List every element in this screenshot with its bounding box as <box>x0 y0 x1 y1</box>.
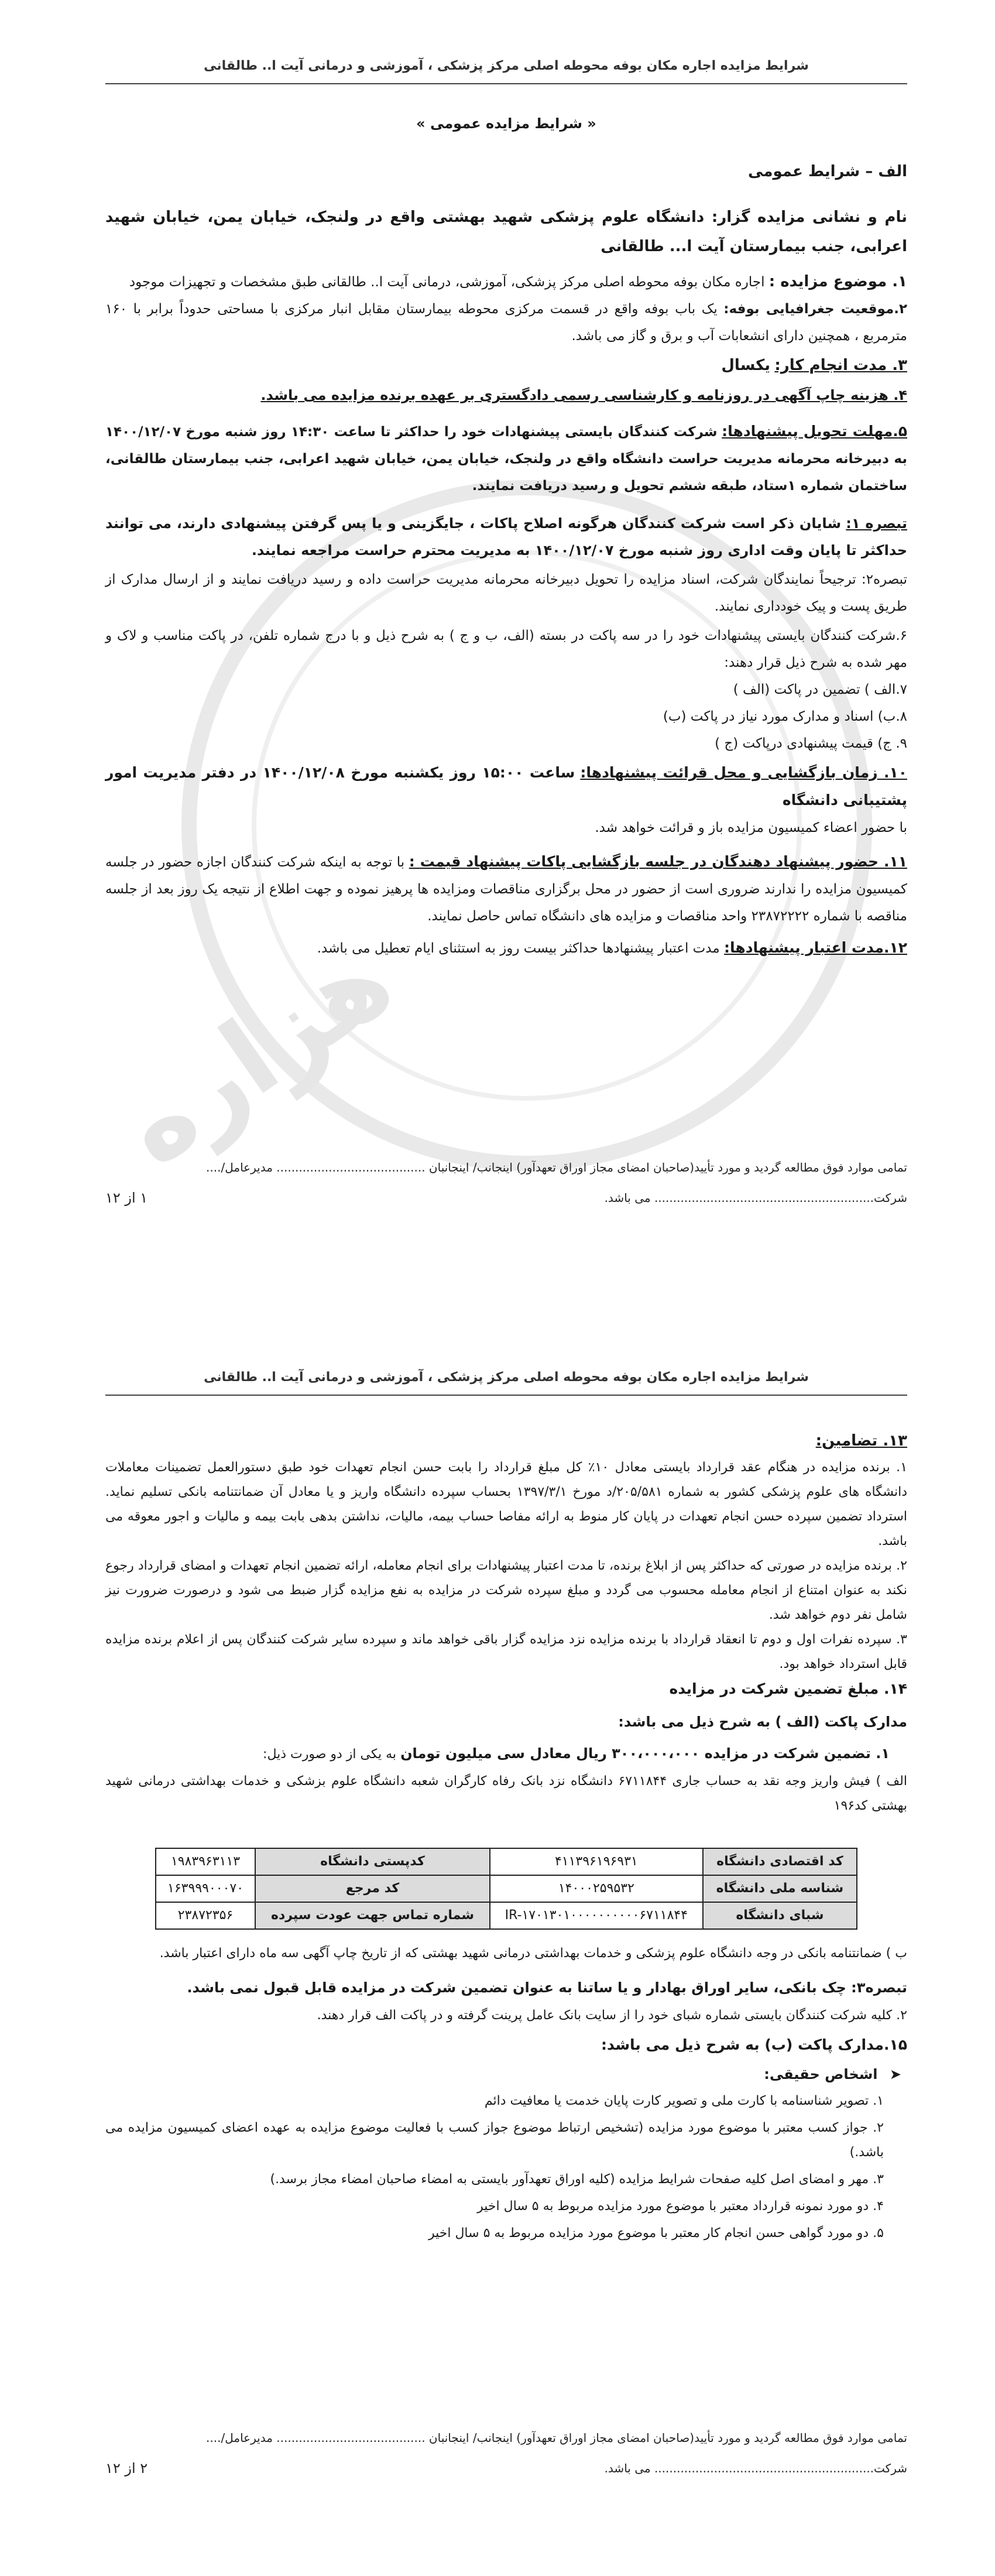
guarantee-item <box>105 1741 907 1767</box>
header-divider <box>105 83 907 84</box>
account-info-table <box>155 1848 857 1930</box>
bank-guarantee-option: ب ) ضمانتنامه بانکی در وجه دانشگاه علوم پزشکی و خدمات بهداشتی درمانی شهید بهشتی که از تاریخ چاپ آگهی سه ماه دارای اعتبار باشد. <box>159 1946 907 1961</box>
page1-body <box>105 110 907 962</box>
page2-body <box>105 1429 907 2246</box>
item-3 <box>105 352 907 379</box>
item-11-text: با توجه به اینکه شرکت کنندگان اجازه حضور در جلسه کمیسیون مزایده را ندارند ضروری است از حضور در محل برگزاری مناقصات ومزایده ها پرهیز نموده و جهت اطلاع از نتیجه یک روز بعد از جلسه مناقصه با شماره ۲۳۸۷۲۲۲۲ واحد مناقصات و مزایده های دانشگاه تماس حاصل نمایند. <box>105 855 907 924</box>
item-1-label: ۱. موضوع مزایده : <box>768 273 907 290</box>
item-5 <box>105 418 907 499</box>
account-info-row <box>156 1875 857 1902</box>
item-1-text: اجاره مکان بوفه محوطه اصلی مرکز پزشکی، آموزشی، درمانی آیت ا.. طالقانی طبق مشخصات و تجهیزات موجود <box>129 275 765 290</box>
account-label: کدپستی دانشگاه <box>255 1848 490 1875</box>
section-13-item-2: ۲. برنده مزایده در صورتی که حداکثر پس از ابلاغ برنده، تا مدت اعتبار پیشنهادات برای انجام معامله، ارائه تضمین انجام تعهدات و امضای قرارداد رجوع نکند به عنوان امتناع از انجام معامله محسوب می گردد و مبلغ سپرده شرکت در مزایده به نفع مزایده گزار ضبط می شود و درصورت ضرورت نیز شامل نفر دوم خواهد شد. <box>105 1558 907 1622</box>
page2-footer <box>105 2427 907 2479</box>
doc-title: « شرایط مزایده عمومی » <box>416 115 596 132</box>
account-value: ۲۳۸۷۲۳۵۶ <box>156 1902 255 1929</box>
page1-footer <box>105 1156 907 1209</box>
item-2-text: یک باب بوفه واقع در قسمت مرکزی محوطه بیمارستان مقابل انبار مرکزی با مساحتی حدوداً برابر با ۱۶۰ مترمربع ، همچنین دارای انشعابات آب و برق و گاز می باشد. <box>105 302 907 344</box>
account-info-row <box>156 1848 857 1875</box>
footer-company-row <box>105 1187 907 1209</box>
guarantee-text: به یکی از دو صورت ذیل: <box>263 1747 397 1762</box>
account-info-row <box>156 1902 857 1929</box>
note-1-label: تبصره ۱: <box>846 515 907 532</box>
item-2 <box>105 296 907 350</box>
item-4: ۴. هزینه چاپ آگهی در روزنامه و کارشناسی رسمی دادگستری بر عهده برنده مزایده می باشد. <box>260 387 907 403</box>
footer-company-line: شرکت........................................................... می باشد. <box>604 1191 907 1205</box>
header-divider <box>105 1395 907 1396</box>
note-1-text: شایان ذکر است شرکت کنندگان هرگونه اصلاح پاکات ، جایگزینی و یا پس گرفتن پیشنهادی دارند، می توانند حداکثر تا پایان وقت اداری روز شنبه مورخ ۱۴۰۰/۱۲/۰۷ به مدیریت محترم حراست مراجعه نمایند. <box>105 515 907 559</box>
footer-company-line: شرکت........................................................... می باشد. <box>604 2461 907 2475</box>
item-1 <box>105 268 907 296</box>
list-item: ۳. مهر و امضای اصل کلیه صفحات شرایط مزایده (کلیه اوراق تعهدآور بایستی به امضاء صاحبان امضاء مجاز برسد.) <box>270 2172 884 2187</box>
account-label: کد مرجع <box>255 1875 490 1902</box>
item-10-continued: با حضور اعضاء کمیسیون مزایده باز و قرائت خواهد شد. <box>595 820 907 835</box>
section-a-heading: الف – شرایط عمومی <box>748 163 907 180</box>
note-2: تبصره۲: ترجیحاً نمایندگان شرکت، اسناد مزایده را تحویل دبیرخانه محرمانه مدیریت حراست داده و رسید دریافت نمایند و از ارسال مدارک از طریق پست و پیک خودداری نمایند. <box>105 572 907 614</box>
list-item: ۴. دو مورد نمونه قرارداد معتبر با موضوع مورد مزایده مربوط به ۵ سال اخیر <box>477 2199 884 2214</box>
section-14-heading: ۱۴. مبلغ تضمین شرکت در مزایده <box>669 1680 907 1697</box>
item-2-label: ۲.موقعیت جغرافیایی بوفه: <box>723 302 907 317</box>
item-5-label: ۵.مهلت تحویل پیشنهادها: <box>722 423 907 440</box>
item-3-text: یکسال <box>721 357 771 374</box>
item-11-label: ۱۱. حضور پیشنهاد دهندگان در جلسه بازگشایی پاکات پیشنهاد قیمت : <box>409 853 907 870</box>
document-page-2 <box>0 1288 995 2576</box>
item-9: ۹. ج) قیمت پیشنهادی درپاکت (ج ) <box>715 736 907 751</box>
item-10-text: ساعت ۱۵:۰۰ روز یکشنبه مورخ ۱۴۰۰/۱۲/۰۸ در دفتر مدیریت امور پشتیبانی دانشگاه <box>105 764 907 809</box>
natural-persons-label: اشخاص حقیقی: <box>764 2066 878 2082</box>
page-header-title: شرایط مزایده اجاره مکان بوفه محوطه اصلی مرکز پزشکی ، آموزشی و درمانی آیت ا.. طالقانی <box>204 1370 809 1385</box>
note-3: تبصره۳: چک بانکی، سایر اوراق بهادار و یا ساتنا به عنوان تضمین شرکت در مزایده قابل قبول نمی باشد. <box>187 1979 907 1996</box>
list-item: ۵. دو مورد گواهی حسن انجام کار معتبر با موضوع مورد مزایده مربوط به ۵ سال اخیر <box>428 2226 884 2241</box>
item-12 <box>105 934 907 962</box>
watermark-seal-text: هزاره <box>100 918 414 1190</box>
footer-company-row <box>105 2457 907 2479</box>
account-value: ۴۱۱۳۹۶۱۹۶۹۳۱ <box>490 1848 703 1875</box>
item-10 <box>105 759 907 814</box>
item-11 <box>105 848 907 930</box>
item-6: ۶.شرکت کنندگان بایستی پیشنهادات خود را در سه پاکت در بسته (الف، ب و ج ) به شرح ذیل و با درج شماره تلفن، در پاکت مناسب و لاک و مهر شده به شرح ذیل قرار دهند: <box>105 628 907 670</box>
section-13-heading: ۱۳. تضامین: <box>815 1432 907 1450</box>
item-3-label: ۳. مدت انجام کار: <box>774 357 907 374</box>
item-10-label: ۱۰. زمان بازگشایی و محل قرائت پیشنهادها: <box>580 764 907 781</box>
section-13-item-1: ۱. برنده مزایده در هنگام عقد قرارداد بایستی معادل ۱۰٪ کل مبلغ قرارداد را بابت حسن انجام تعهدات خود طبق دستورالعمل تضمینات معاملات دانشگاه های علوم پزشکی کشور به شماره ۲۰۵/۵۸۱/د مورخ ۱۳۹۷/۳/۱ بحساب سپرده دانشگاه واریز و یا معادل آن ضمانتنامه بانکی تسلیم نماید. استرداد تضمین سپرده حسن انجام تعهدات در پایان کار منوط به ارائه مفاصا حساب بیمه، مالیات، نداشتن بدهی بابت بیمه و مالیات و اجور معوقه می باشد. <box>105 1460 908 1549</box>
section-15-heading: ۱۵.مدارک پاکت (ب) به شرح ذیل می باشد: <box>601 2036 907 2053</box>
list-item: ۲. جواز کسب معتبر با موضوع مورد مزایده (تشخیص ارتباط موضوع جواز کسب با فعالیت موضوع مزایده به عهده اعضای کمیسیون مزایده می باشد.) <box>105 2121 884 2160</box>
footer-approval-line: تمامی موارد فوق مطالعه گردید و مورد تأیید(صاحبان امضای مجاز اوراق تعهدآور) اینجانب/ اینجانبان ........................................ مدیرعامل/.... <box>206 2431 907 2445</box>
item-7: ۷.الف ) تضمین در پاکت (الف ) <box>733 682 907 697</box>
account-label: شناسه ملی دانشگاه <box>703 1875 857 1902</box>
account-info-table-wrap <box>105 1848 907 1930</box>
page-number: ۲ از ۱۲ <box>105 2460 148 2476</box>
envelope-b-items <box>105 2089 907 2246</box>
section-13-item-3: ۳. سپرده نفرات اول و دوم تا انعقاد قرارداد با برنده مزایده نزد مزایده گزار باقی خواهد ماند و سپرده سایر شرکت کنندگان پس از اعلام برنده مزایده قابل استرداد خواهد بود. <box>105 1632 907 1671</box>
organizer-paragraph: نام و نشانی مزایده گزار: دانشگاه علوم پزشکی شهید بهشتی واقع در ولنجک، خیابان یمن، خیابان شهید اعرابی، جنب بیمارستان آیت ا... طالقانی <box>105 208 907 255</box>
page-number: ۱ از ۱۲ <box>105 1190 148 1206</box>
account-value: IR-۱۷۰۱۳۰۱۰۰۰۰۰۰۰۰۰۰۶۷۱۱۸۴۴ <box>490 1902 703 1929</box>
natural-persons-heading <box>105 2062 907 2087</box>
account-value: ۱۴۰۰۰۲۵۹۵۳۲ <box>490 1875 703 1902</box>
account-value: ۱۶۳۹۹۹۰۰۰۷۰ <box>156 1875 255 1902</box>
item-5-text: شرکت کنندگان بایستی پیشنهادات خود را حداکثر تا ساعت ۱۴:۳۰ روز شنبه مورخ ۱۴۰۰/۱۲/۰۷ به دبیرخانه محرمانه مدیریت حراست دانشگاه واقع در ولنجک، خیابان یمن، خیابان شهید اعرابی، جنب بیمارستان طالقانی، ساختمان شماره ۱ستاد، طبقه ششم تحویل و رسید دریافت نمایند. <box>105 424 907 494</box>
item-8: ۸.ب) اسناد و مدارک مورد نیاز در پاکت (ب) <box>663 709 907 724</box>
arrow-check-icon: ➤ <box>889 2066 901 2082</box>
account-label: کد اقتصادی دانشگاه <box>703 1848 857 1875</box>
note-1 <box>105 510 907 564</box>
envelope-a-heading: مدارک پاکت (الف ) به شرح ذیل می باشد: <box>618 1714 907 1730</box>
account-value: ۱۹۸۳۹۶۳۱۱۳ <box>156 1848 255 1875</box>
guarantee-label: ۱. تضمین شرکت در مزایده ۳۰۰،۰۰۰،۰۰۰ ریال معادل سی میلیون تومان <box>400 1745 890 1762</box>
account-label: شماره تماس جهت عودت سپرده <box>255 1902 490 1929</box>
account-label: شبای دانشگاه <box>703 1902 857 1929</box>
section-14-item-2: ۲. کلیه شرکت کنندگان بایستی شماره شبای خود را از سایت بانک عامل پرینت گرفته و در پاکت الف قرار دهند. <box>317 2008 907 2023</box>
item-12-text: مدت اعتبار پیشنهادها حداکثر بیست روز به استثنای ایام تعطیل می باشد. <box>317 941 720 956</box>
page-header-title: شرایط مزایده اجاره مکان بوفه محوطه اصلی مرکز پزشکی ، آموزشی و درمانی آیت ا.. طالقانی <box>204 59 809 73</box>
cash-deposit-option: الف ) فیش واریز وجه نقد به حساب جاری ۶۷۱۱۸۴۴ دانشگاه نزد بانک رفاه کارگران شعبه دانشگاه علوم بزشکی و خدمات بهداشتی درمانی شهید بهشتی کد۱۹۶ <box>105 1774 907 1813</box>
footer-approval-line: تمامی موارد فوق مطالعه گردید و مورد تأیید(صاحبان امضای مجاز اوراق تعهدآور) اینجانب/ اینجانبان ........................................ مدیرعامل/.... <box>206 1160 907 1174</box>
item-12-label: ۱۲.مدت اعتبار پیشنهادها: <box>724 939 907 956</box>
list-item: ۱. تصویر شناسنامه با کارت ملی و تصویر کارت پایان خدمت یا معافیت دائم <box>484 2094 884 2108</box>
